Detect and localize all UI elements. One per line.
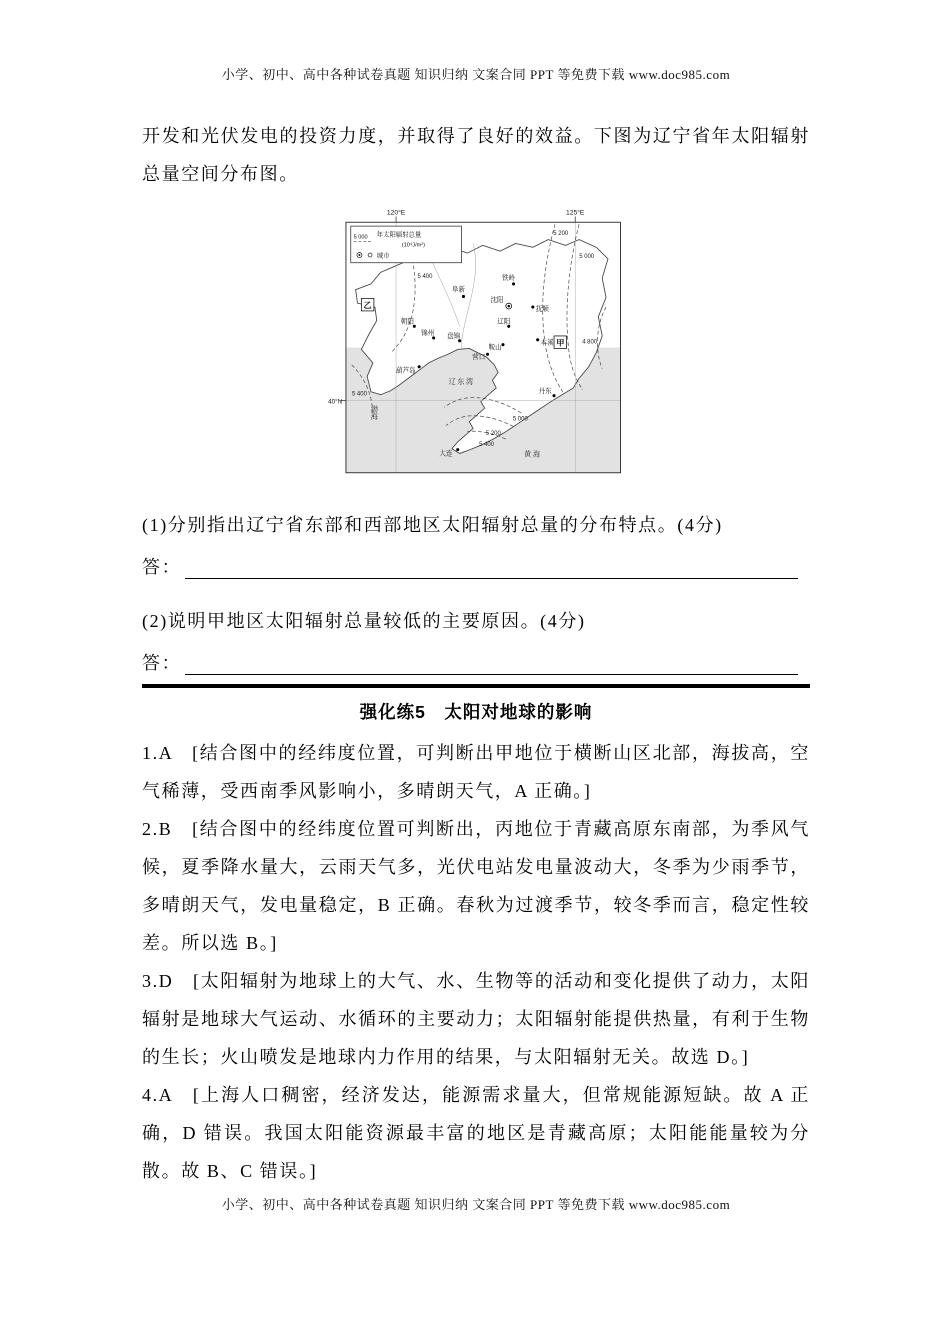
answer-label-1: 答： — [142, 557, 182, 577]
city-dot-dandong — [552, 394, 555, 397]
lon-label-125e: 125°E — [566, 209, 585, 217]
city-label-panjin: 盘锦 — [447, 332, 461, 340]
city-dot-shenyang — [508, 305, 511, 308]
intro-paragraph: 开发和光伏发电的投资力度，并取得了良好的效益。下图为辽宁省年太阳辐射总量空间分布图。 — [142, 126, 810, 184]
liaoning-radiation-map — [317, 203, 635, 492]
answer-line-2 — [142, 642, 810, 682]
question-1: (1)分别指出辽宁省东部和西部地区太阳辐射总量的分布特点。(4分) — [142, 515, 723, 535]
legend-city-label: 城市 — [376, 252, 390, 260]
city-label-tieling: 铁岭 — [502, 275, 516, 283]
city-label-jinzhou: 锦州 — [421, 329, 435, 337]
city-label-anshan: 鞍山 — [488, 344, 502, 352]
lon-label-120e: 120°E — [386, 209, 406, 217]
iso-value-5000-right: 5 000 — [579, 253, 595, 260]
answer-explanation-1: 1.A [结合图中的经纬度位置，可判断出甲地位于横断山区北部，海拔高，空气稀薄，受西南季风影响小，多晴朗天气，A 正确。] — [142, 743, 810, 801]
sea-label-yellow-sea: 黄海 — [524, 449, 542, 459]
legend-capital-icon-dot — [358, 254, 360, 256]
city-dot-benxi — [536, 338, 539, 341]
city-dot-huludao — [418, 365, 421, 368]
city-label-shenyang: 沈阳 — [490, 297, 504, 305]
city-dot-tieling — [512, 282, 515, 285]
answer-blank-1 — [185, 577, 798, 579]
radiation-map-figure — [142, 203, 810, 492]
city-label-yingkou: 营口 — [472, 354, 486, 362]
iso-value-5400-south: 5 400 — [479, 441, 495, 448]
city-label-dalian: 大连 — [439, 450, 453, 458]
city-dot-fuxin — [462, 295, 465, 298]
iso-value-4800: 4 800 — [582, 339, 598, 346]
question-2: (2)说明甲地区太阳辐射总量较低的主要原因。(4分) — [142, 611, 586, 631]
header-watermark: 小学、初中、高中各种试卷真题 知识归纳 文案合同 PPT 等免费下载 www.doc985.com — [221, 67, 731, 82]
iso-value-5200-top: 5 200 — [553, 230, 569, 237]
city-dot-anshan — [501, 343, 504, 346]
iso-value-5400-west: 5 400 — [351, 391, 367, 398]
city-dot-fushun — [531, 305, 534, 308]
city-label-huludao: 葫芦岛 — [396, 367, 416, 375]
answer-blank-2 — [185, 673, 798, 675]
footer-watermark: 小学、初中、高中各种试卷真题 知识归纳 文案合同 PPT 等免费下载 www.doc985.com — [221, 1197, 731, 1212]
city-label-chaoyang: 朝阳 — [400, 318, 414, 326]
section-divider — [142, 684, 810, 688]
answer-label-2: 答： — [142, 653, 182, 673]
city-dot-yingkou — [486, 353, 489, 356]
legend-title: 年太阳辐射总量 — [376, 231, 422, 239]
sea-label-liaodong-bay: 辽东湾 — [448, 377, 475, 387]
city-label-liaoyang: 辽阳 — [497, 318, 511, 326]
lat-label-40n: 40°N — [328, 398, 343, 406]
city-label-dandong: 丹东 — [538, 387, 552, 395]
city-dot-dalian — [456, 448, 459, 451]
region-yi-label: 乙 — [363, 301, 372, 311]
legend-unit: (10⁴J/m²) — [401, 242, 425, 249]
section-title: 强化练5 太阳对地球的影响 — [359, 702, 593, 722]
region-jia-label: 甲 — [556, 338, 565, 348]
answer-explanation-4: 4.A [上海人口稠密，经济发达，能源需求量大，但常规能源短缺。故 A 正确，D 错误。我国太阳能资源最丰富的地区是青藏高原；太阳能能量较为分散。故 B、C 错误。] — [142, 1085, 810, 1181]
sea-label-bohai: 渤海 — [370, 405, 380, 420]
iso-value-5400-nw: 5 400 — [417, 274, 433, 281]
city-label-fuxin: 阜新 — [451, 286, 466, 294]
iso-value-5000-south: 5 000 — [512, 416, 528, 423]
answer-explanation-2: 2.B [结合图中的经纬度位置可判断出，丙地位于青藏高原东南部，为季风气候，夏季降水量大，云雨天气多，光伏电站发电量波动大，冬季为少雨季节，多晴朗天气，发电量稳定，B 正确。春秋为过渡季节，较冬季而言，稳定性较差。所以选 B。] — [142, 819, 810, 953]
answer-explanation-3: 3.D [太阳辐射为地球上的大气、水、生物等的活动和变化提供了动力，太阳辐射是地球大气运动、水循环的主要动力；太阳辐射能提供热量，有利于生物的生长；火山喷发是地球内力作用的结果，与太阳辐射无关。故选 D。] — [142, 971, 810, 1067]
legend-isoline-value: 5 000 — [353, 234, 368, 241]
city-label-fushun: 抚顺 — [535, 305, 549, 313]
city-label-benxi: 本溪 — [540, 339, 554, 347]
answer-line-1 — [142, 546, 810, 586]
iso-value-5200-south: 5 200 — [485, 431, 501, 438]
